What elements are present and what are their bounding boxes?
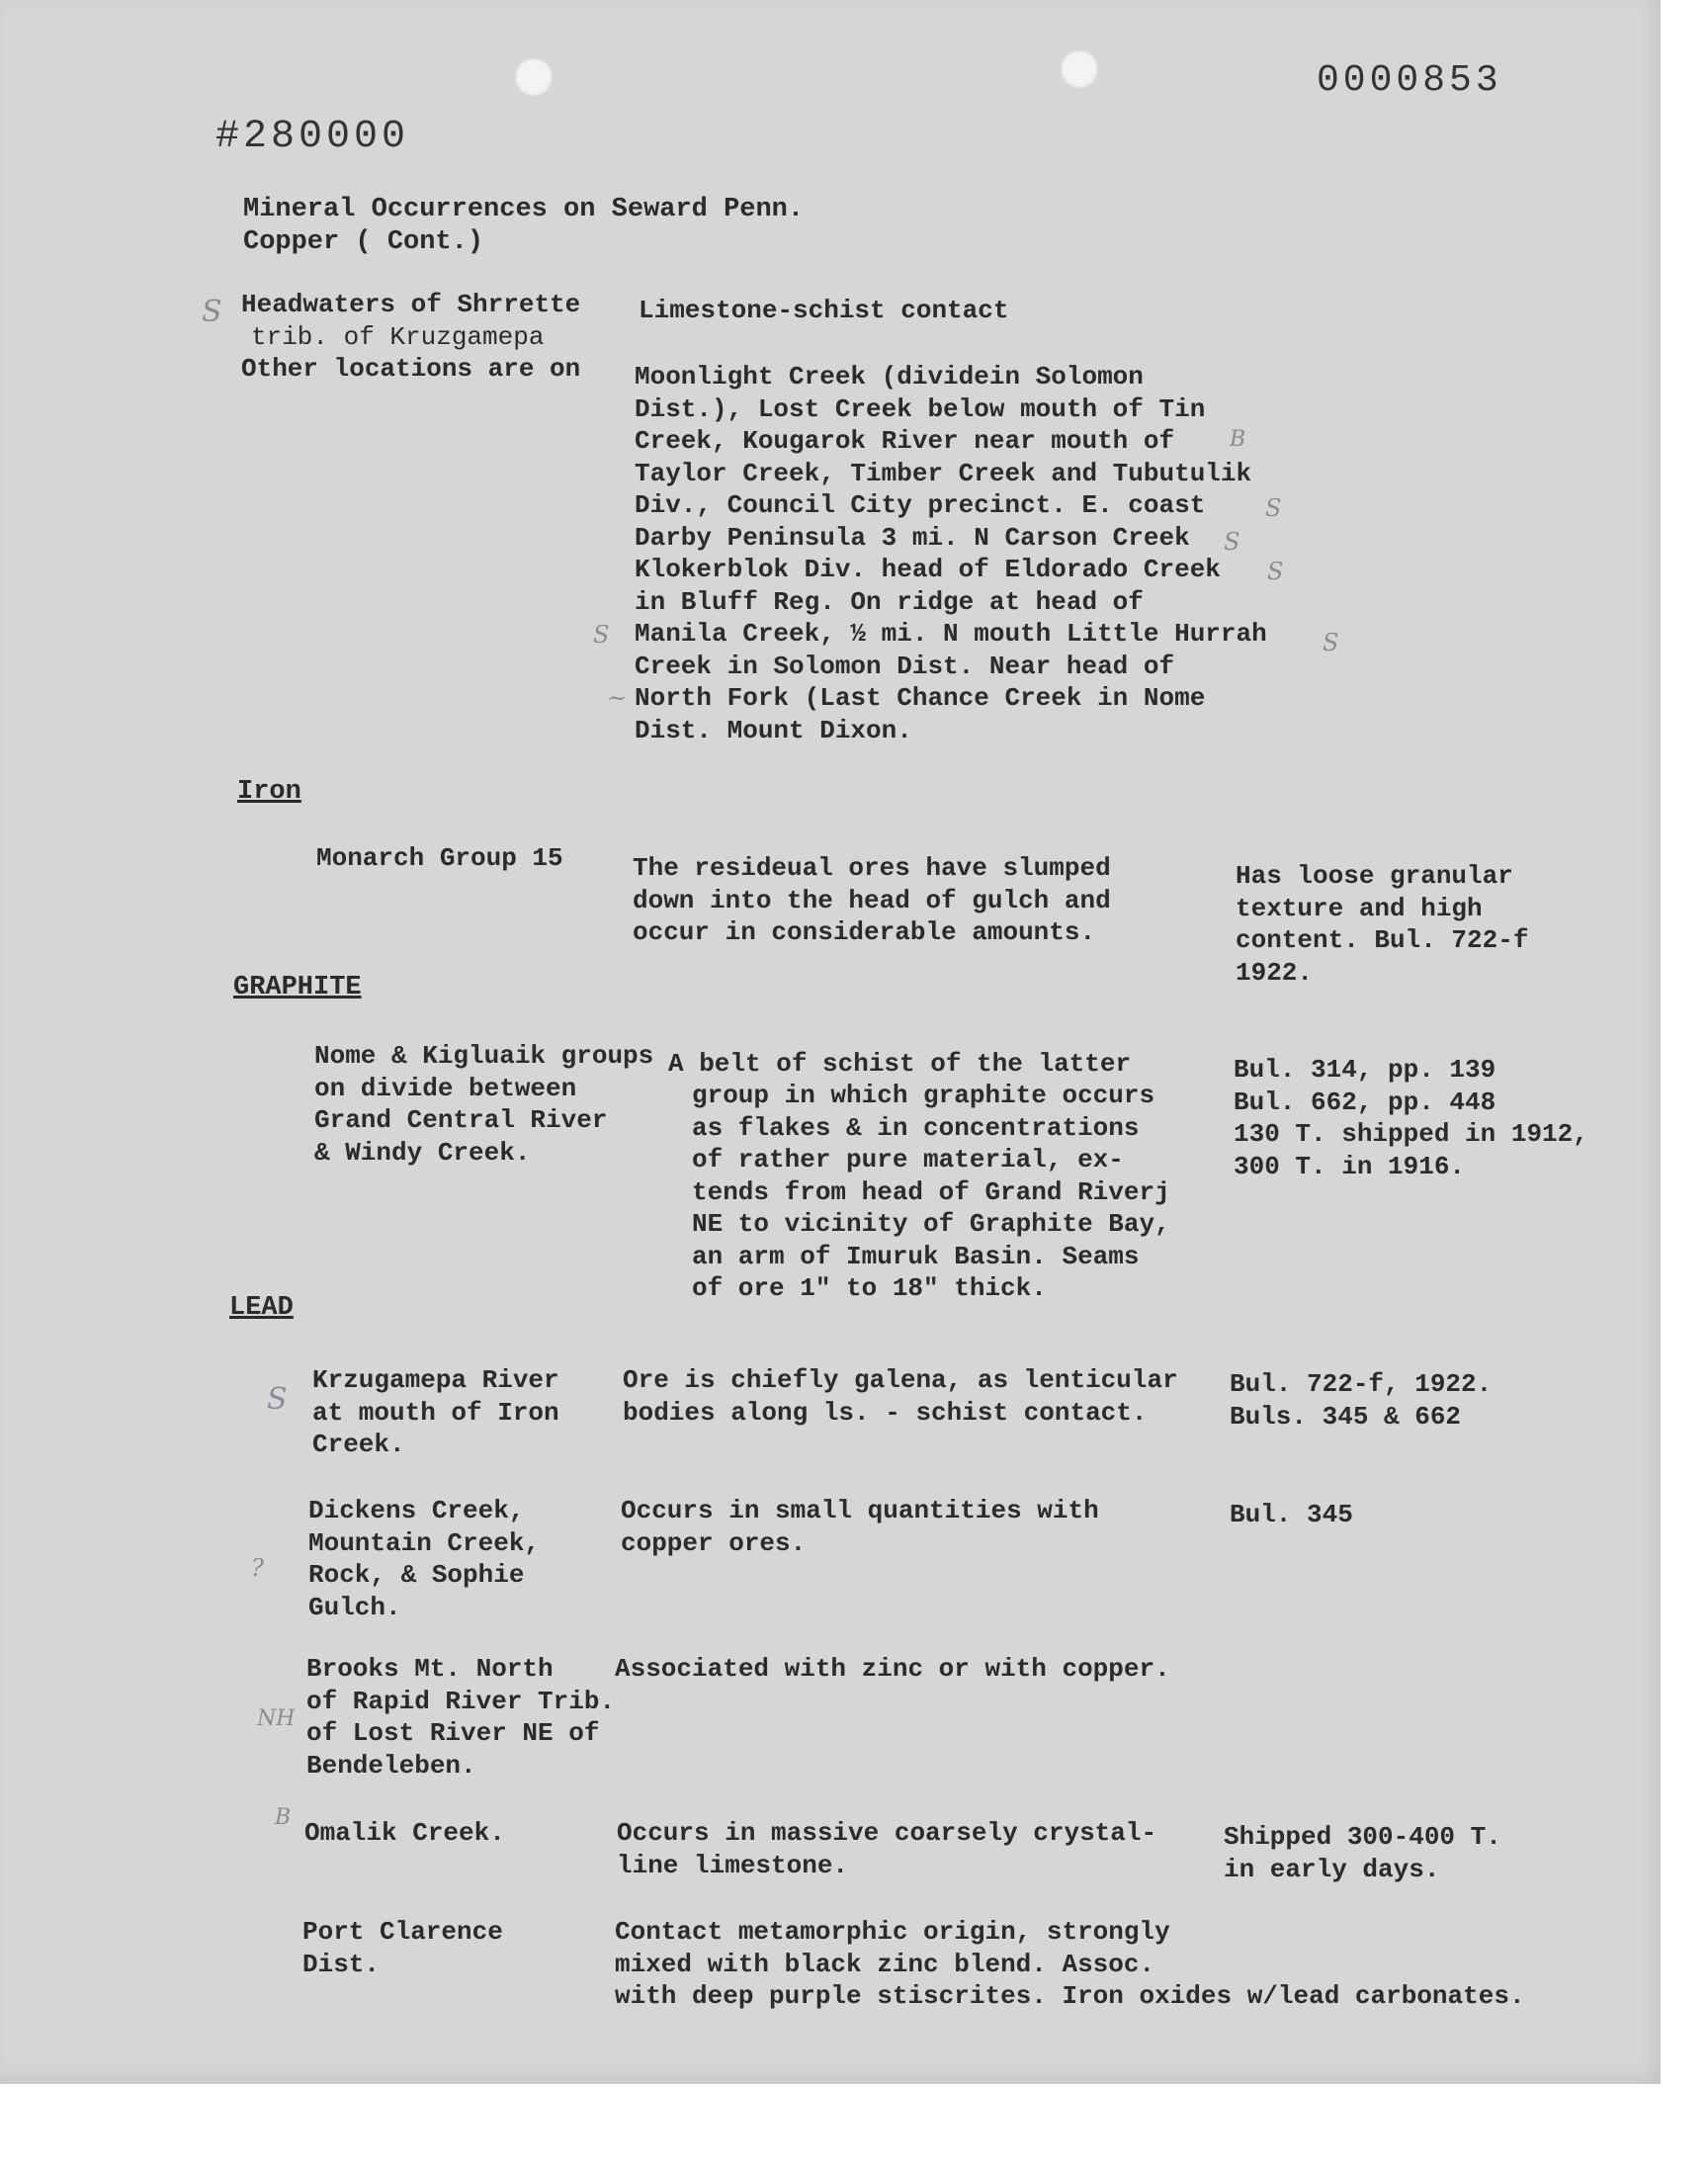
handwritten-mark: S — [1323, 629, 1339, 656]
lead-description-line: copper ores. — [621, 1527, 807, 1558]
description-line: The resideual ores have slumped — [633, 853, 1111, 883]
graphite-reference — [1234, 1054, 1588, 1182]
handwritten-mark: NH — [257, 1706, 296, 1731]
lead-location-line: Brooks Mt. North — [306, 1654, 554, 1684]
other-locations-label: Other locations are on — [241, 354, 581, 384]
lead-location-line: of Rapid River Trib. — [306, 1686, 616, 1716]
description-line: tends from head of Grand Riverj — [692, 1176, 1170, 1207]
location-line: in Bluff Reg. On ridge at head of — [635, 586, 1144, 617]
reference-line: Bul. 662, pp. 448 — [1234, 1087, 1496, 1117]
handwritten-mark: S — [1265, 494, 1282, 522]
location-line: Manila Creek, ½ mi. N mouth Little Hurrah — [635, 619, 1267, 649]
subtitle-line: Copper ( Cont.) — [243, 227, 484, 257]
lead-location — [308, 1495, 540, 1623]
lead-location — [302, 1916, 503, 1980]
lead-location-line: Creek. — [312, 1430, 405, 1459]
section-heading-lead: LEAD — [229, 1293, 294, 1323]
graphite-description — [692, 1080, 1170, 1305]
lead-location-line: Bendeleben. — [306, 1750, 476, 1781]
reference-line: Has loose granular — [1236, 861, 1513, 891]
handwritten-mark: ? — [251, 1554, 264, 1582]
graphite-location — [314, 1040, 653, 1169]
lead-description-line: bodies along ls. - schist contact. — [623, 1397, 1148, 1428]
location-line: Dist. Mount Dixon. — [635, 715, 912, 745]
location-line: Grand Central River — [314, 1105, 608, 1135]
lead-reference-line: Bul. 345 — [1230, 1500, 1353, 1529]
reference-line: 1922. — [1236, 957, 1314, 988]
location-line: Nome & Kigluaik groups — [314, 1041, 654, 1071]
reference-line: 130 T. shipped in 1912, — [1234, 1119, 1588, 1149]
lead-location-line: Rock, & Sophie — [308, 1560, 525, 1590]
lead-description — [615, 1653, 1170, 1686]
location-line: Headwaters of Shrrette — [241, 290, 581, 319]
location-line: Klokerblok Div. head of Eldorado Creek — [635, 555, 1221, 584]
location-line: Dist.), Lost Creek below mouth of Tin — [635, 393, 1206, 424]
location-line: & Windy Creek. — [314, 1137, 531, 1168]
lead-reference — [1224, 1821, 1501, 1885]
handwritten-mark: S — [267, 1382, 288, 1417]
title-line: Mineral Occurrences on Seward Penn. — [243, 195, 805, 224]
lead-location-line: Omalik Creek. — [304, 1818, 505, 1848]
lead-reference-line: Bul. 722-f, 1922. — [1230, 1369, 1493, 1399]
location-line: Creek, Kougarok River near mouth of — [635, 426, 1175, 456]
lead-description — [621, 1495, 1099, 1559]
lead-description-line: Ore is chiefly galena, as lenticular — [623, 1365, 1178, 1395]
reference-line: Bul. 314, pp. 139 — [1234, 1055, 1496, 1085]
location-line: Darby Peninsula 3 mi. N Carson Creek — [635, 522, 1190, 553]
description-line: of rather pure material, ex- — [692, 1145, 1124, 1174]
lead-description — [615, 1916, 1525, 2013]
lead-location — [304, 1817, 505, 1850]
lead-description — [617, 1817, 1156, 1881]
lead-description-line: Occurs in massive coarsely crystal- — [617, 1818, 1157, 1848]
lead-location — [312, 1364, 559, 1461]
lead-description-line: Contact metamorphic origin, strongly — [615, 1917, 1170, 1947]
lead-location — [306, 1653, 615, 1782]
description-line: as flakes & in concentrations — [692, 1112, 1140, 1143]
handwritten-mark: B — [275, 1805, 292, 1830]
description-line: down into the head of gulch and — [633, 885, 1111, 915]
reference-line: content. Bul. 722-f — [1236, 925, 1529, 955]
lead-location-line: Mountain Creek, — [308, 1527, 541, 1558]
lead-location-line: Dist. — [302, 1949, 381, 1979]
lead-location-line: Port Clarence — [302, 1917, 503, 1947]
lead-description — [623, 1364, 1178, 1429]
location-line: trib. of Kruzgamepa — [251, 321, 545, 352]
location-line: Moonlight Creek (dividein Solomon — [635, 362, 1144, 392]
graphite-description-first: A belt of schist of the latter — [668, 1049, 1132, 1079]
lead-description-line: Occurs in small quantities with — [621, 1496, 1099, 1525]
lead-location-line: Dickens Creek, — [308, 1496, 525, 1525]
location-line: Div., Council City precinct. E. coast — [635, 490, 1206, 520]
section-heading-iron: Iron — [237, 777, 301, 807]
location-line: on divide between — [314, 1073, 577, 1103]
iron-location: Monarch Group 15 — [316, 843, 563, 873]
description-line: of ore 1" to 18" thick. — [692, 1273, 1047, 1303]
reference-line: texture and high — [1236, 893, 1483, 923]
copper-description: Limestone-schist contact — [639, 296, 1009, 325]
handwritten-mark: S — [593, 621, 610, 649]
handwritten-mark: B — [1230, 427, 1246, 452]
description-line: occur in considerable amounts. — [633, 917, 1096, 947]
lead-reference-line: Buls. 345 & 662 — [1230, 1401, 1462, 1432]
lead-location-line: of Lost River NE of — [306, 1718, 600, 1748]
lead-reference-line: Shipped 300-400 T. — [1224, 1822, 1501, 1852]
stamp-number: #280000 — [215, 115, 410, 159]
lead-description-line: line limestone. — [617, 1850, 849, 1880]
lead-location-line: at mouth of Iron — [312, 1397, 559, 1428]
handwritten-mark: S — [1224, 528, 1240, 556]
lead-description-line: mixed with black zinc blend. Assoc. — [615, 1949, 1155, 1979]
punch-hole — [1060, 49, 1099, 89]
iron-description — [633, 852, 1111, 949]
other-locations-list — [635, 361, 1267, 746]
iron-reference — [1236, 860, 1528, 989]
document-number: 0000853 — [1317, 59, 1502, 102]
location-line: Taylor Creek, Timber Creek and Tubutulik — [635, 458, 1252, 488]
description-line: NE to vicinity of Graphite Bay, — [692, 1209, 1170, 1239]
lead-description-line: Associated with zinc or with copper. — [615, 1654, 1170, 1684]
reference-line: 300 T. in 1916. — [1234, 1151, 1466, 1181]
lead-description-line: with deep purple stiscrites. Iron oxides w/lead carbonates. — [615, 1981, 1525, 2011]
description-line: group in which graphite occurs — [692, 1081, 1155, 1110]
lead-location-line: Gulch. — [308, 1592, 401, 1622]
copper-location — [241, 289, 580, 386]
lead-reference-line: in early days. — [1224, 1854, 1440, 1884]
page-title — [243, 194, 804, 259]
location-line: North Fork (Last Chance Creek in Nome — [635, 683, 1206, 713]
description-line: an arm of Imuruk Basin. Seams — [692, 1241, 1140, 1271]
handwritten-mark: S — [202, 295, 222, 329]
punch-hole — [514, 57, 554, 97]
handwritten-mark: S — [1267, 558, 1284, 585]
lead-location-line: Krzugamepa River — [312, 1365, 559, 1395]
section-heading-graphite: GRAPHITE — [233, 973, 362, 1002]
location-line: Creek in Solomon Dist. Near head of — [635, 651, 1175, 681]
handwritten-mark: ~ — [607, 684, 628, 712]
lead-reference — [1230, 1499, 1353, 1531]
lead-reference — [1230, 1368, 1492, 1433]
